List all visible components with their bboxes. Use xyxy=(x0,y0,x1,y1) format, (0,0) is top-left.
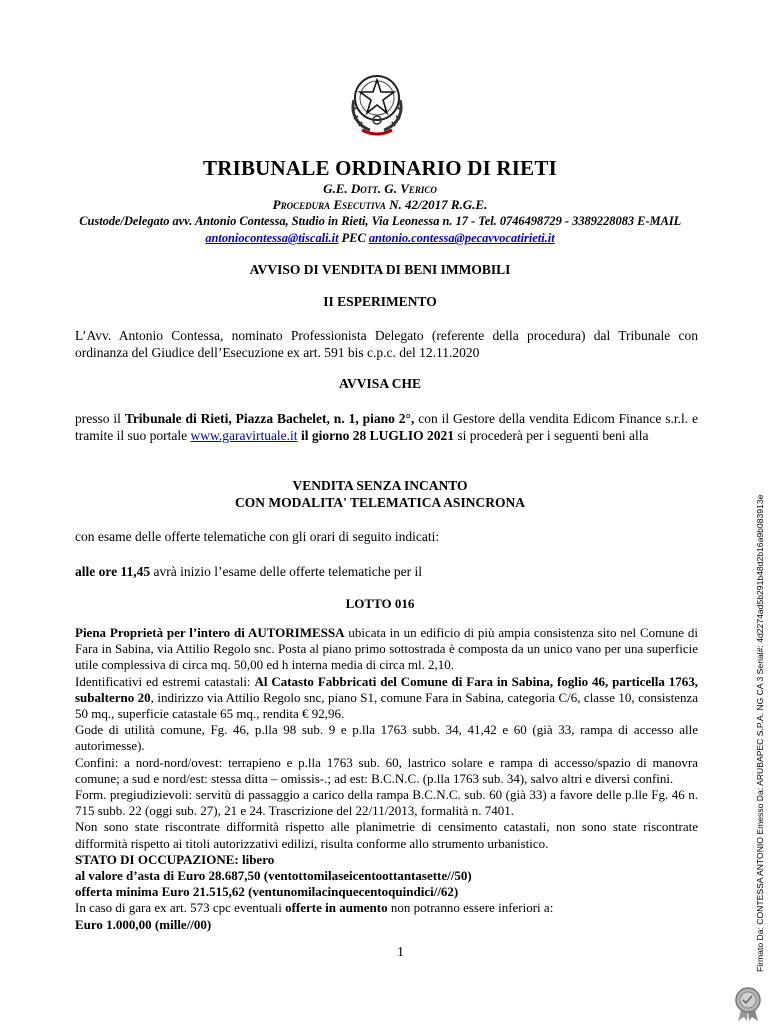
court-address: Tribunale di Rieti, Piazza Bachelet, n. 1, piano 2°, xyxy=(124,411,415,426)
avvisa-che-heading: AVVISA CHE xyxy=(339,376,421,391)
digital-signature-text: Firmato Da: CONTESSA ANTONIO Emesso Da: ARUBAPEC S.P.A. NG CA 3 Serial#: 4d2274ad5b291b48d2b16a9b083913e xyxy=(755,494,765,972)
sale-type-heading-1: VENDITA SENZA INCANTO xyxy=(292,478,468,493)
custodian-contacts xyxy=(60,213,700,247)
occupancy-status: STATO DI OCCUPAZIONE: libero xyxy=(75,851,275,867)
sale-type-heading-2: CON MODALITA' TELEMATICA ASINCRONA xyxy=(235,495,525,510)
exam-time-text: alle ore 11,45 avrà inizio l’esame delle offerte telematiche per il xyxy=(75,564,422,579)
lot-common-areas: Gode di utilità comune, Fg. 46, p.lla 98 sub. 9 e p.lla 1763 subb. 34, 41,42 e 60 (già 33, rampa di accesso alle autorimesse). xyxy=(75,722,698,754)
minimum-offer: offerta minima Euro 21.515,62 (ventunomilacinquecentoquindici//62) xyxy=(75,884,459,900)
custodian-text: Custode/Delegato avv. Antonio Contessa, Studio in Rieti, Via Leonessa n. 17 - Tel. 0746498729 - 3389228083 E-MAIL xyxy=(79,214,681,228)
procedure-line: Procedura Esecutiva N. 42/2017 R.G.E. xyxy=(272,197,488,212)
bid-increment-text: In caso di gara ex art. 573 cpc eventuali offerte in aumento non potranno essere inferiori a: xyxy=(75,900,554,916)
pec-link[interactable]: antonio.contessa@pecavvocatirieti.it xyxy=(368,231,555,245)
offers-exam-text: con esame delle offerte telematiche con gli orari di seguito indicati: xyxy=(75,529,440,544)
portal-link[interactable]: www.garavirtuale.it xyxy=(190,428,298,443)
lot-heading: LOTTO 016 xyxy=(345,596,415,611)
sale-date: il giorno 28 LUGLIO 2021 xyxy=(300,428,454,443)
experiment-heading: II ESPERIMENTO xyxy=(323,294,437,309)
page-number: 1 xyxy=(397,945,404,960)
lot-description xyxy=(75,625,698,933)
lot-cadastral-paragraph: Identificativi ed estremi catastali: Al Catasto Fabbricati del Comune di Fara in Sabina, foglio 46, particella 1763, subalterno 20, indirizzo via Attilio Regolo snc, piano S1, comune Fara in Sabina, categoria C/6, classe 10, consistenza 50 mq., superficie catastale 65 mq., rendita € 92,96. xyxy=(75,673,699,722)
email-link[interactable]: antoniocontessa@tiscali.it xyxy=(205,231,339,245)
exam-time: alle ore 11,45 xyxy=(75,564,151,579)
court-title: TRIBUNALE ORDINARIO DI RIETI xyxy=(203,156,557,180)
auction-value: al valore d’asta di Euro 28.687,50 (ventottomilaseicentoottantasette//50) xyxy=(75,868,472,884)
lot-conformity: Non sono state riscontrate difformità rispetto alle planimetrie di censimento catastali, non sono state riscontrate difformità rispetto ai titoli autorizzativi edilizi, risulta conforme allo strumento urbanistico. xyxy=(75,819,698,851)
judge-line: G.E. Dott. G. Verico xyxy=(323,181,437,196)
lot-property-paragraph: Piena Proprietà per l’intero di AUTORIMESSA ubicata in un edificio di più ampia consistenza sito nel Comune di Fara in Sabina, via Attilio Regolo snc. Posta al piano primo sottostrada è composta da un unico vano per una superficie utile complessiva di circa mq. 50,00 ed h interna media di circa ml. 2,10. xyxy=(75,625,698,673)
intro-paragraph: L’Avv. Antonio Contessa, nominato Professionista Delegato (referente della procedura) dal Tribunale con ordinanza del Giudice dell’Esecuzione ex art. 591 bis c.p.c. del 12.11.2020 xyxy=(75,328,698,360)
italian-republic-emblem-icon xyxy=(346,64,408,142)
certification-seal-icon xyxy=(732,986,764,1022)
notice-heading: AVVISO DI VENDITA DI BENI IMMOBILI xyxy=(249,262,511,277)
sale-location-paragraph: presso il Tribunale di Rieti, Piazza Bachelet, n. 1, piano 2°, con il Gestore della vendita Edicom Finance s.r.l. e tramite il suo portale www.garavirtuale.it il giorno 28 LUGLIO 2021 si procederà per i seguenti beni alla xyxy=(75,411,699,443)
lot-encumbrances: Form. pregiudizievoli: servitù di passaggio a carico della rampa B.C.N.C. sub. 60 (già 33) a favore delle p.lle Fg. 46 n. 715 subb. 22 (oggi sub. 27), 21 e 24. Trascrizione del 22/11/2013, formalità n. 7401. xyxy=(75,787,698,819)
lot-boundaries: Confini: a nord-nord/ovest: terrapieno e p.lla 1763 sub. 60, lastrico solare e rampa di accesso/spazio di manovra comune; a sud e nord/est: stessa ditta – omissis-.; ad est: B.C.N.C. (p.lla 1763 sub. 34), salvo altri e diversi confini. xyxy=(75,754,698,786)
pec-label: PEC xyxy=(341,231,366,245)
bid-increment-amount: Euro 1.000,00 (mille//00) xyxy=(75,916,212,932)
